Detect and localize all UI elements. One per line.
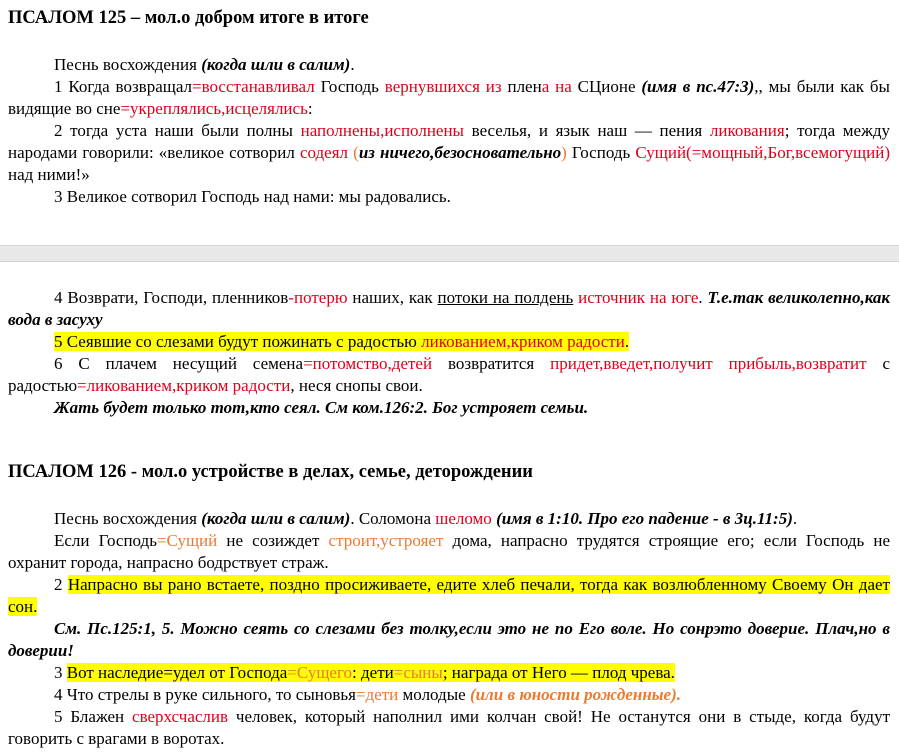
psalm-126-superscription: Песнь восхождения (когда шли в салим). Соломона шеломо (имя в 1:10. Про его падение - в 3ц.11:5).	[54, 509, 798, 528]
psalm-125-verse-2: 2 тогда уста наши были полны наполнены,исполнены веселья, и язык наш — пения ликования; тогда между народами говорили: «великое сотворил содеял (из ничего,безосновательно) Господь Сущий(=мощный,Бог,всемогущий) над ними!»	[8, 121, 890, 184]
psalm-126-verse-4: 4 Что стрелы в руке сильного, то сыновья=дети молодые (или в юности рожденные).	[54, 685, 682, 704]
psalm-125-verse-5: 5 Сеявшие со слезами будут пожинать с радостью ликованием,криком радости.	[54, 332, 630, 351]
psalm-125-superscription: Песнь восхождения (когда шли в салим).	[54, 55, 355, 74]
psalm-125-commentary: Жать будет только тот,кто сеял. См ком.126:2. Бог устрояет семьи.	[54, 398, 589, 417]
psalm-125-verse-4: 4 Возврати, Господи, пленников-потерю наших, как потоки на полдень источник на юге. Т.е.так великолепно,как вода в засуху	[8, 288, 891, 329]
psalm-125-title: ПСАЛОМ 125 – мол.о добром итоге в итоге	[8, 8, 369, 28]
page-break	[0, 245, 899, 262]
document-page-1	[0, 0, 899, 245]
psalm-125-verse-1: 1 Когда возвращал=восстанавливал Господь вернувшихся из плена на СЦионе (имя в пс.47:3),, мы были как бы видящие во сне=укреплялись,исцелялись:	[8, 77, 890, 118]
psalm-126-title: ПСАЛОМ 126 - мол.о устройстве в делах, семье, деторождении	[8, 462, 533, 482]
psalm-126-verse-3: 3 Вот наследие=удел от Господа=Сущего: дети=сыны; награда от Него — плод чрева.	[54, 663, 675, 682]
psalm-126-commentary: См. Пс.125:1, 5. Можно сеять со слезами без толку,если это не по Его воле. Но сонрэто доверие. Плач,но в доверии!	[8, 619, 890, 660]
psalm-126-verse-5: 5 Блажен сверхсчаслив человек, который наполнил ими колчан свой! Не останутся они в стыде, когда будут говорить с врагами в воротах.	[8, 707, 890, 748]
psalm-126-verse-2: 2 Напрасно вы рано встаете, поздно просиживаете, едите хлеб печали, тогда как возлюбленному Своему Он дает сон.	[8, 575, 890, 616]
psalm-125-verse-6: 6 С плачем несущий семена=потомство,детей возвратится придет,введет,получит прибыль,возвратит с радостью=ликованием,криком радости, неся снопы свои.	[8, 354, 890, 395]
document-page-2	[0, 262, 899, 754]
psalm-126-verse-1: Если Господь=Сущий не созиждет строит,устрояет дома, напрасно трудятся строящие его; если Господь не охранит города, напрасно бодрствует страж.	[8, 531, 891, 572]
psalm-125-verse-3: 3 Великое сотворил Господь над нами: мы радовались.	[54, 187, 451, 206]
